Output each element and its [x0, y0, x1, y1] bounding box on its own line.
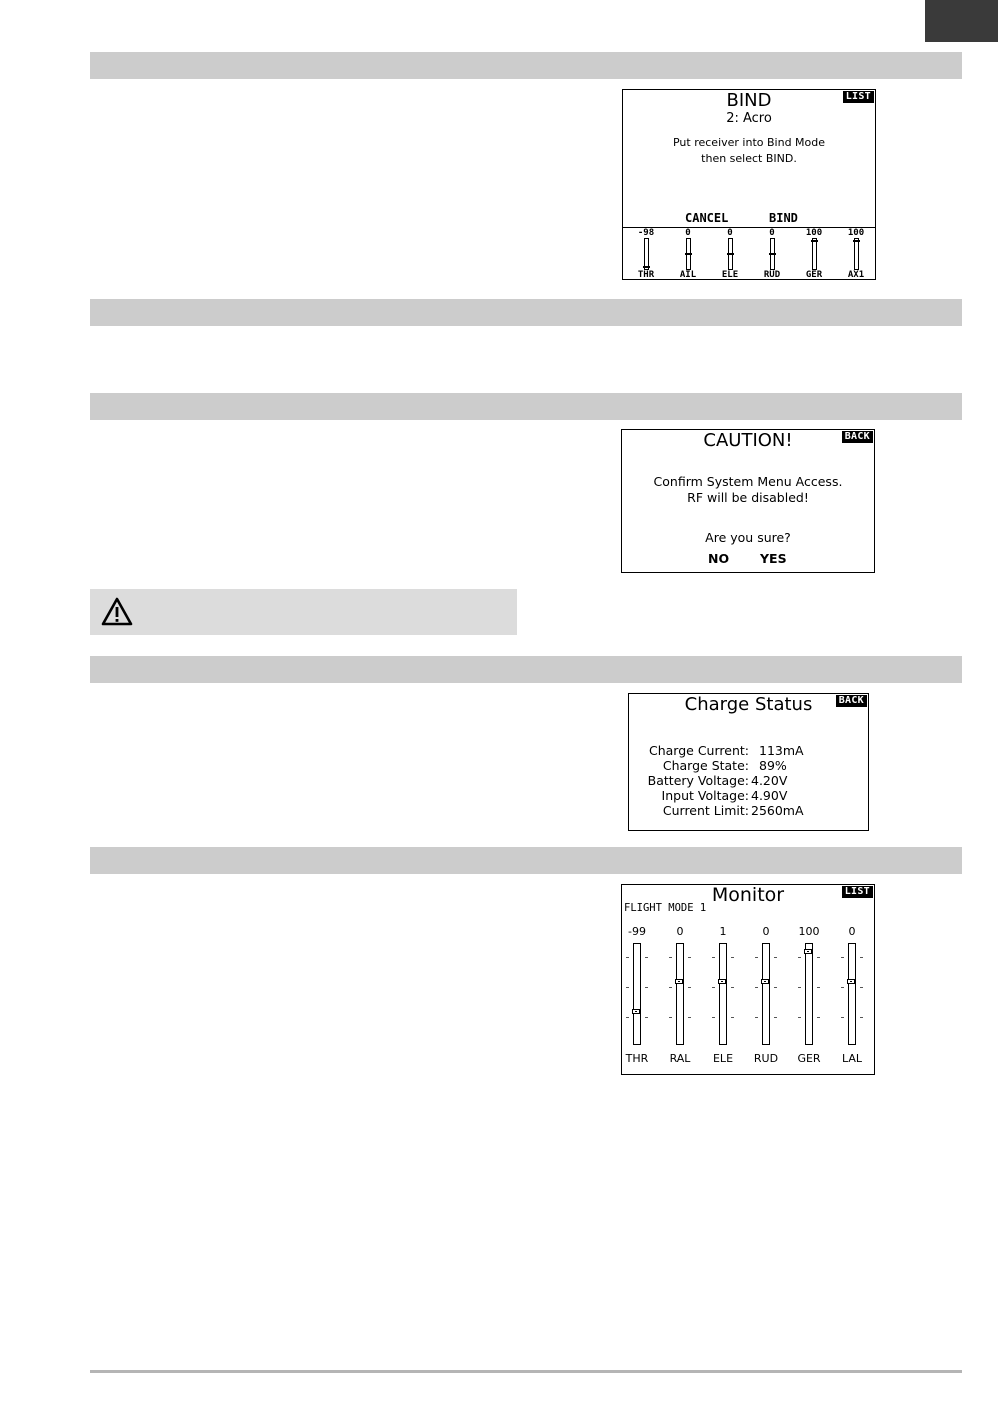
channel-value: 100: [798, 925, 820, 938]
monitor-channel-4: [789, 925, 829, 1070]
tick-mark: [774, 987, 777, 988]
monitor-title: Monitor: [711, 884, 785, 906]
tick-mark: [755, 957, 758, 958]
list-badge[interactable]: LIST: [843, 91, 874, 103]
channel-value: 0: [685, 228, 691, 238]
channel-name: THR: [625, 1052, 649, 1065]
bind-channel-4: [799, 228, 829, 280]
cancel-button[interactable]: CANCEL: [685, 211, 729, 225]
list-badge[interactable]: LIST: [842, 886, 873, 898]
channel-value: 0: [848, 925, 856, 938]
tick-mark: [798, 1017, 801, 1018]
tick-mark: [841, 987, 844, 988]
channel-marker: [853, 240, 860, 242]
channel-value: 0: [676, 925, 684, 938]
charge-status-screen: [628, 693, 869, 831]
tick-mark: [626, 957, 629, 958]
charge-row-value: 4.90V: [751, 788, 788, 803]
channel-name: RUD: [763, 270, 781, 280]
back-badge[interactable]: BACK: [836, 695, 867, 707]
channel-name: AIL: [679, 270, 697, 280]
back-badge[interactable]: BACK: [842, 431, 873, 443]
charge-row-label: Input Voltage:: [661, 788, 749, 803]
monitor-channel-5: [832, 925, 872, 1070]
channel-marker: [847, 979, 855, 984]
section-header-bar: [90, 656, 962, 683]
channel-marker: [632, 1009, 640, 1014]
channel-name: RAL: [669, 1052, 691, 1065]
channel-marker: [685, 253, 692, 255]
charge-row-value: 89%: [759, 758, 787, 773]
section-header-bar: [90, 299, 962, 326]
bind-channel-1: [673, 228, 703, 280]
tick-mark: [669, 987, 672, 988]
channel-name: AX1: [847, 270, 865, 280]
tick-mark: [626, 987, 629, 988]
channel-marker: [811, 240, 818, 242]
channel-name: RUD: [753, 1052, 779, 1065]
tick-mark: [860, 987, 863, 988]
tick-mark: [774, 957, 777, 958]
tick-mark: [860, 1017, 863, 1018]
channel-track: [633, 943, 641, 1045]
monitor-channel-3: [746, 925, 786, 1070]
channel-marker: [804, 949, 812, 954]
bind-subtitle: 2: Acro: [726, 111, 772, 126]
flight-mode-label: FLIGHT MODE 1: [624, 902, 707, 914]
yes-button[interactable]: YES: [760, 551, 787, 566]
section-header-bar: [90, 52, 962, 79]
tick-mark: [798, 957, 801, 958]
tick-mark: [731, 957, 734, 958]
tick-mark: [688, 1017, 691, 1018]
channel-marker: [643, 266, 650, 268]
tick-mark: [731, 987, 734, 988]
charge-row-label: Battery Voltage:: [647, 773, 749, 788]
channel-name: ELE: [712, 1052, 734, 1065]
channel-value: 100: [847, 228, 865, 238]
tick-mark: [669, 957, 672, 958]
tick-mark: [817, 957, 820, 958]
channel-marker: [769, 253, 776, 255]
channel-track: [676, 943, 684, 1045]
caution-title: CAUTION!: [703, 430, 793, 451]
tick-mark: [712, 957, 715, 958]
tick-mark: [688, 957, 691, 958]
charge-row-value: 2560mA: [751, 803, 804, 818]
bind-title: BIND: [726, 90, 772, 111]
channel-value: -99: [628, 925, 646, 938]
caution-question: Are you sure?: [705, 530, 791, 545]
bind-channel-2: [715, 228, 745, 280]
tick-mark: [841, 1017, 844, 1018]
tick-mark: [712, 1017, 715, 1018]
channel-name: GER: [797, 1052, 821, 1065]
channel-name: LAL: [841, 1052, 863, 1065]
monitor-channel-1: [660, 925, 700, 1070]
bind-button[interactable]: BIND: [769, 211, 798, 225]
tick-mark: [774, 1017, 777, 1018]
channel-marker: [675, 979, 683, 984]
bind-instruction-line1: Put receiver into Bind Mode: [672, 136, 826, 149]
channel-track: [719, 943, 727, 1045]
caution-line1: Confirm System Menu Access.: [653, 474, 843, 489]
tick-mark: [841, 957, 844, 958]
bind-channel-3: [757, 228, 787, 280]
charge-row-label: Current Limit:: [662, 803, 749, 818]
charge-title: Charge Status: [684, 694, 813, 715]
channel-track: [762, 943, 770, 1045]
warning-triangle-icon: [101, 596, 133, 628]
charge-row-label: Charge State:: [662, 758, 749, 773]
tick-mark: [626, 1017, 629, 1018]
tick-mark: [645, 987, 648, 988]
channel-value: 0: [727, 228, 733, 238]
tick-mark: [645, 1017, 648, 1018]
section-header-bar: [90, 847, 962, 874]
caution-line2: RF will be disabled!: [687, 490, 809, 505]
bind-channel-5: [841, 228, 871, 280]
tick-mark: [798, 987, 801, 988]
channel-value: 0: [769, 228, 775, 238]
channel-value: -98: [637, 228, 655, 238]
charge-row-value: 113mA: [759, 743, 804, 758]
tick-mark: [669, 1017, 672, 1018]
footer-rule: [90, 1370, 962, 1373]
channel-name: ELE: [721, 270, 739, 280]
caution-screen: [621, 429, 875, 573]
channel-marker: [727, 253, 734, 255]
channel-value: 1: [719, 925, 727, 938]
channel-value: 100: [805, 228, 823, 238]
channel-name: GER: [805, 270, 823, 280]
tick-mark: [731, 1017, 734, 1018]
no-button[interactable]: NO: [708, 551, 730, 566]
section-header-bar: [90, 393, 962, 420]
channel-name: THR: [637, 270, 655, 280]
bind-channel-0: [631, 228, 661, 280]
channel-value: 0: [762, 925, 770, 938]
tick-mark: [712, 987, 715, 988]
channel-track: [805, 943, 813, 1045]
monitor-channel-0: [617, 925, 657, 1070]
warning-callout: [90, 589, 517, 635]
tick-mark: [817, 1017, 820, 1018]
channel-track: [854, 238, 859, 270]
tick-mark: [817, 987, 820, 988]
charge-row-label: Charge Current:: [649, 743, 749, 758]
channel-track: [848, 943, 856, 1045]
tick-mark: [755, 987, 758, 988]
tick-mark: [755, 1017, 758, 1018]
channel-track: [812, 238, 817, 270]
page-corner-tab: [925, 0, 998, 42]
channel-marker: [718, 979, 726, 984]
tick-mark: [688, 987, 691, 988]
bind-instruction-line2: then select BIND.: [701, 152, 797, 165]
monitor-channel-2: [703, 925, 743, 1070]
channel-marker: [761, 979, 769, 984]
charge-row-value: 4.20V: [751, 773, 788, 788]
tick-mark: [645, 957, 648, 958]
tick-mark: [860, 957, 863, 958]
